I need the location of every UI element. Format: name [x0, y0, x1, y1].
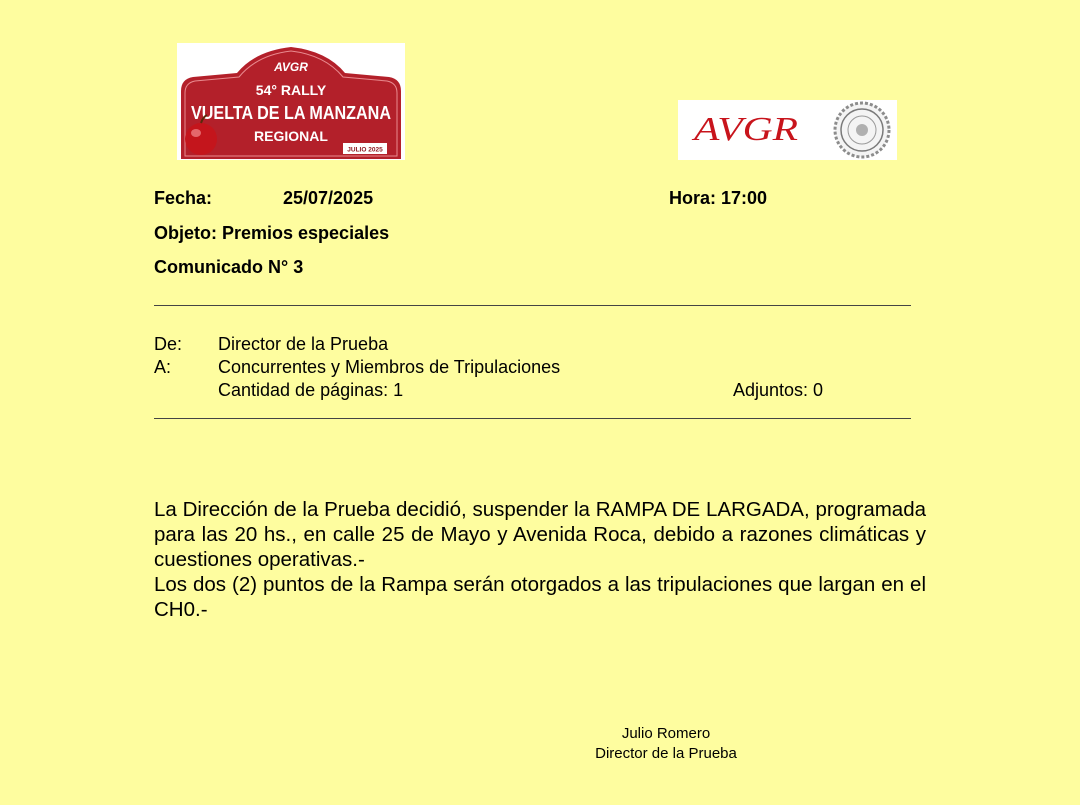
rally-event-logo — [177, 43, 405, 160]
communique-number: Comunicado N° 3 — [154, 257, 304, 277]
auto-club-seal-icon — [835, 103, 889, 157]
rally-logo-badge: JULIO 2025 — [347, 146, 383, 154]
signer-title: Director de la Prueba — [595, 745, 737, 762]
attachments-count: Adjuntos: 0 — [733, 380, 824, 400]
from-value: Director de la Prueba — [218, 334, 389, 354]
body-paragraph: La Dirección de la Prueba decidió, suspender la RAMPA DE LARGADA, programada para las 20 hs., en calle 25 de Mayo y Avenida Roca, debido a razones climáticas y cuestiones operativas.- — [154, 498, 926, 571]
from-label: De: — [154, 334, 183, 354]
date-label: Fecha: — [154, 188, 213, 208]
time-text: Hora: 17:00 — [669, 188, 768, 208]
rally-logo-small-text: AVGR — [274, 60, 308, 74]
divider — [154, 418, 911, 419]
avgr-logo-text: AVGR — [691, 111, 799, 148]
to-label: A: — [154, 357, 172, 377]
date-value: 25/07/2025 — [283, 188, 374, 208]
signature-block — [586, 724, 746, 764]
divider — [154, 305, 911, 306]
avgr-logo — [678, 100, 897, 160]
subject-text: Objeto: Premios especiales — [154, 223, 390, 243]
body-paragraph: Los dos (2) puntos de la Rampa serán otorgados a las tripulaciones que largan en el CH0.- — [154, 573, 926, 621]
communique-body — [154, 497, 926, 622]
rally-logo-line2: VUELTA DE LA MANZANA — [191, 103, 391, 123]
rally-logo-line1: 54° RALLY — [255, 82, 327, 98]
rally-logo-line3: REGIONAL — [254, 128, 328, 144]
signer-name: Julio Romero — [621, 725, 711, 742]
to-value: Concurrentes y Miembros de Tripulaciones — [218, 357, 561, 377]
page-count: Cantidad de páginas: 1 — [218, 380, 404, 400]
